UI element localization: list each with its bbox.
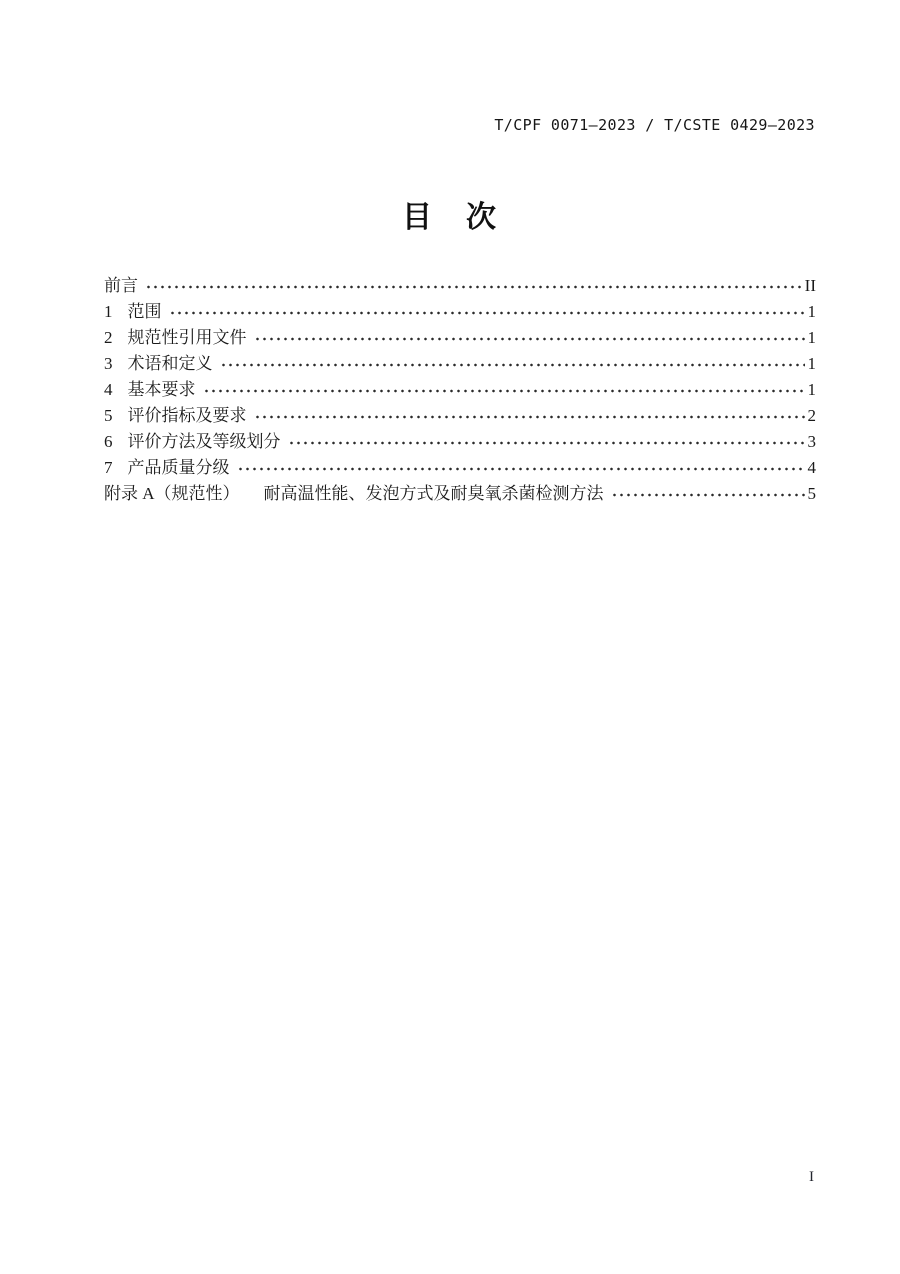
footer-page-number: I <box>809 1169 814 1185</box>
toc-entry-page: 2 <box>807 406 816 425</box>
dot-leader <box>254 325 805 351</box>
toc-entry-label: 产品质量分级 <box>127 458 230 477</box>
page-title: 目 次 <box>402 201 498 234</box>
dot-leader <box>288 429 805 455</box>
toc-entry-label: 基本要求 <box>127 380 196 399</box>
dot-leader <box>237 455 805 481</box>
toc-entry-label: 耐高温性能、发泡方式及耐臭氧杀菌检测方法 <box>263 484 604 503</box>
toc-entry-number: 4 <box>104 380 113 399</box>
toc-entry[interactable] <box>104 481 816 507</box>
toc-entry-page: II <box>804 276 816 295</box>
dot-leader <box>611 481 805 507</box>
toc-entry-number: 7 <box>104 458 113 477</box>
toc-entry[interactable] <box>104 429 816 455</box>
toc-entry-label: 评价方法及等级划分 <box>127 432 281 451</box>
dot-leader <box>145 273 802 299</box>
toc-entry-number: 2 <box>104 328 113 347</box>
dot-leader <box>220 351 805 377</box>
standard-code: T/CPF 0071—2023 / T/CSTE 0429—2023 <box>494 116 815 134</box>
toc-entry-page: 3 <box>807 432 816 451</box>
toc-entry-page: 1 <box>807 354 816 373</box>
document-header <box>0 116 815 134</box>
toc-entry[interactable] <box>104 351 816 377</box>
dot-leader <box>169 299 805 325</box>
page-footer <box>0 1169 814 1186</box>
toc-entry-number: 附录 A（规范性） <box>104 484 240 503</box>
toc-entry-number: 5 <box>104 406 113 425</box>
toc-entry-label: 评价指标及要求 <box>127 406 247 425</box>
dot-leader <box>254 403 805 429</box>
toc-entry[interactable] <box>104 377 816 403</box>
toc-entry[interactable] <box>104 325 816 351</box>
toc-entry-page: 1 <box>807 380 816 399</box>
toc-entry-page: 4 <box>807 458 816 477</box>
toc-entry-number: 3 <box>104 354 113 373</box>
dot-leader <box>203 377 805 403</box>
toc-entry-label: 规范性引用文件 <box>127 328 247 347</box>
toc-entry[interactable] <box>104 299 816 325</box>
toc-entry-page: 1 <box>807 328 816 347</box>
toc-entry-page: 1 <box>807 302 816 321</box>
toc-entry-label: 范围 <box>127 302 162 321</box>
toc-entry-number: 6 <box>104 432 113 451</box>
toc-entry-page: 5 <box>807 484 816 503</box>
toc-entry[interactable] <box>104 403 816 429</box>
toc-entry[interactable] <box>104 455 816 481</box>
toc-list <box>104 273 816 507</box>
toc-entry[interactable] <box>104 273 816 299</box>
toc-entry-label: 前言 <box>104 276 138 295</box>
toc-entry-label: 术语和定义 <box>127 354 213 373</box>
toc-entry-number: 1 <box>104 302 113 321</box>
